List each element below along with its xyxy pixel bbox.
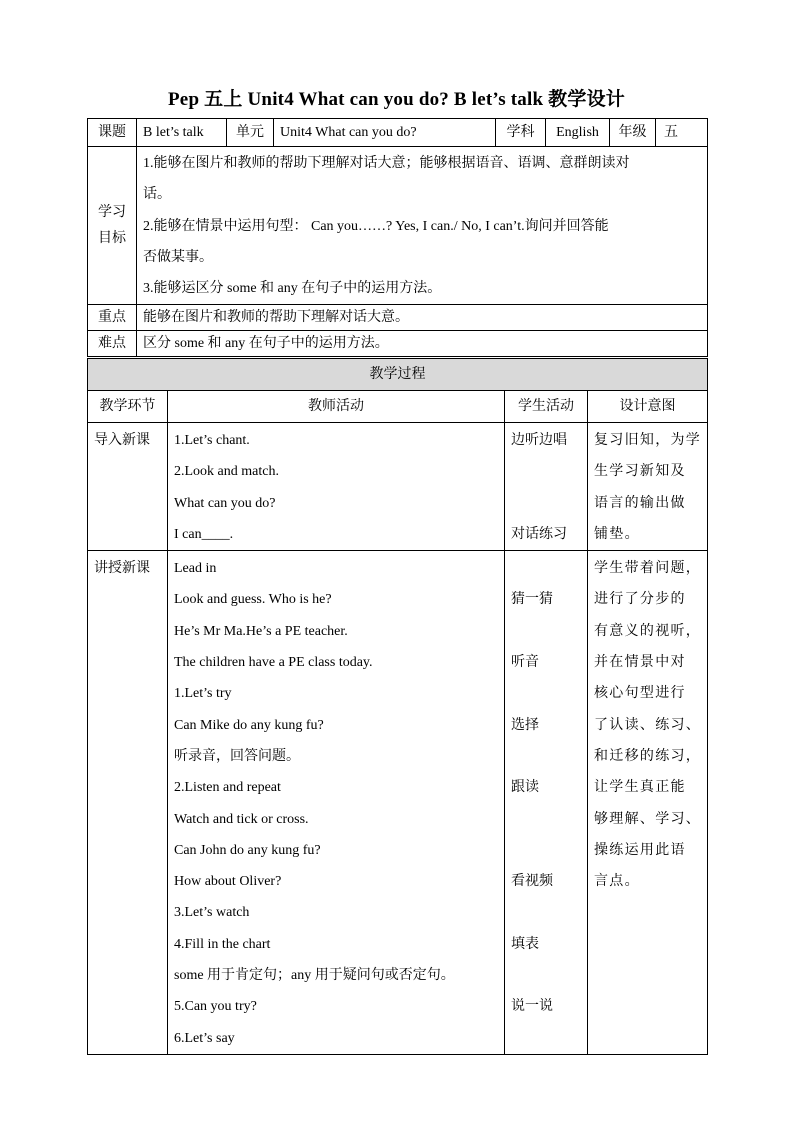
student-line <box>511 835 581 866</box>
student-line <box>511 488 581 519</box>
teacher-line: Lead in <box>174 561 217 577</box>
intent-line: 复习旧知，为学 <box>594 433 702 448</box>
student-activity-cell <box>505 551 588 1055</box>
intent-line: 让学生真正能 <box>594 780 686 796</box>
intent-line: 核心句型进行 <box>594 686 686 702</box>
topic-label: 课题 <box>88 119 137 147</box>
student-line <box>511 1023 581 1054</box>
objectives-content <box>137 147 708 305</box>
process-band-title: 教学过程 <box>88 359 708 391</box>
teacher-line: He’s Mr Ma.He’s a PE teacher. <box>174 623 348 639</box>
student-line: 对话练习 <box>511 526 567 542</box>
difficulty-label: 难点 <box>88 331 137 357</box>
intent-line: 言点。 <box>594 874 640 890</box>
teacher-line: 3.Let’s watch <box>174 905 250 921</box>
student-line <box>511 553 581 584</box>
student-line: 听音 <box>511 655 539 671</box>
student-line: 说一说 <box>511 999 553 1015</box>
teacher-line: some 用于肯定句；any 用于疑问句或否定句。 <box>174 968 455 984</box>
student-line <box>511 678 581 709</box>
difficulty-text: 区分 some 和 any 在句子中的运用方法。 <box>137 331 708 357</box>
teacher-line: 1.Let’s try <box>174 686 232 702</box>
teacher-line: The children have a PE class today. <box>174 655 373 671</box>
topic-value: B let’s talk <box>137 119 227 147</box>
teacher-line: Watch and tick or cross. <box>174 811 309 827</box>
intent-line: 有意义的视听， <box>594 623 702 639</box>
student-line: 填表 <box>511 936 539 952</box>
teacher-line: 6.Let’s say <box>174 1030 235 1046</box>
teacher-line: 4.Fill in the chart <box>174 936 271 952</box>
intent-line: 生学习新知及 <box>594 464 686 480</box>
process-row-new-lesson <box>88 551 708 1055</box>
process-row-intro <box>88 423 708 551</box>
key-point-label: 重点 <box>88 305 137 331</box>
teacher-line: What can you do? <box>174 495 276 511</box>
student-line <box>511 897 581 928</box>
teacher-line: 1.Let’s chant. <box>174 433 250 448</box>
student-line <box>511 616 581 647</box>
teaching-process-table <box>87 358 708 1055</box>
key-point-row <box>88 305 708 331</box>
intent-line: 学生带着问题， <box>594 561 702 577</box>
intent-line: 并在情景中对 <box>594 655 686 671</box>
objective-line: 2.能够在情景中运用句型： Can you……? Yes, I can./ No, I can’t.询问并回答能 <box>143 218 609 234</box>
student-line: 跟读 <box>511 780 539 796</box>
phase-cell: 导入新课 <box>88 423 168 551</box>
phase-cell: 讲授新课 <box>88 551 168 1055</box>
teacher-line: 2.Listen and repeat <box>174 780 281 796</box>
teacher-activity-cell <box>168 423 505 551</box>
objective-line: 话。 <box>143 187 171 203</box>
student-line: 边听边唱 <box>511 433 567 448</box>
teacher-line: 5.Can you try? <box>174 999 257 1015</box>
teacher-line: 2.Look and match. <box>174 464 279 480</box>
unit-label: 单元 <box>227 119 274 147</box>
process-band-row <box>88 359 708 391</box>
objective-line: 否做某事。 <box>143 249 213 265</box>
process-header-row <box>88 391 708 423</box>
student-line: 看视频 <box>511 874 553 890</box>
teacher-line: 听录音，回答问题。 <box>174 748 300 764</box>
objectives-label-line: 目标 <box>98 230 126 246</box>
objectives-label-line: 学习 <box>98 204 126 220</box>
teacher-line: Look and guess. Who is he? <box>174 592 332 608</box>
grade-value: 五 <box>656 119 708 147</box>
teacher-line: I can____. <box>174 526 234 542</box>
header-phase: 教学环节 <box>88 391 168 423</box>
lesson-info-table <box>87 118 708 357</box>
student-line: 猜一猜 <box>511 592 553 608</box>
intent-line: 操练运用此语 <box>594 842 686 858</box>
difficulty-row <box>88 331 708 357</box>
student-line <box>511 741 581 772</box>
intent-line: 进行了分步的 <box>594 592 686 608</box>
unit-value: Unit4 What can you do? <box>274 119 496 147</box>
page-title: Pep 五上 Unit4 What can you do? B let’s talk 教学设计 <box>168 89 625 110</box>
teacher-line: How about Oliver? <box>174 874 282 890</box>
intent-line: 语言的输出做 <box>594 495 686 511</box>
intent-line: 铺垫。 <box>594 526 640 542</box>
intent-line: 和迁移的练习， <box>594 748 702 764</box>
subject-value: English <box>546 119 610 147</box>
student-line <box>511 804 581 835</box>
design-intent-cell <box>588 551 708 1055</box>
header-intent: 设计意图 <box>588 391 708 423</box>
objective-line: 3.能够运区分 some 和 any 在句子中的运用方法。 <box>143 281 442 297</box>
student-activity-cell <box>505 423 588 551</box>
objectives-row <box>88 147 708 305</box>
intent-line: 了认读、练习、 <box>594 717 702 733</box>
header-student: 学生活动 <box>505 391 588 423</box>
teacher-line: Can Mike do any kung fu? <box>174 717 324 733</box>
info-row <box>88 119 708 147</box>
subject-label: 学科 <box>496 119 546 147</box>
teacher-activity-cell <box>168 551 505 1055</box>
objective-line: 1.能够在图片和教师的帮助下理解对话大意；能够根据语音、语调、意群朗读对 <box>143 156 630 171</box>
key-point-text: 能够在图片和教师的帮助下理解对话大意。 <box>137 305 708 331</box>
design-intent-cell <box>588 423 708 551</box>
student-line: 选择 <box>511 717 539 733</box>
objectives-label <box>88 147 137 305</box>
intent-line: 够理解、学习、 <box>594 811 702 827</box>
teacher-line: Can John do any kung fu? <box>174 842 321 858</box>
grade-label: 年级 <box>610 119 656 147</box>
student-line <box>511 960 581 991</box>
header-teacher: 教师活动 <box>168 391 505 423</box>
student-line <box>511 456 581 487</box>
